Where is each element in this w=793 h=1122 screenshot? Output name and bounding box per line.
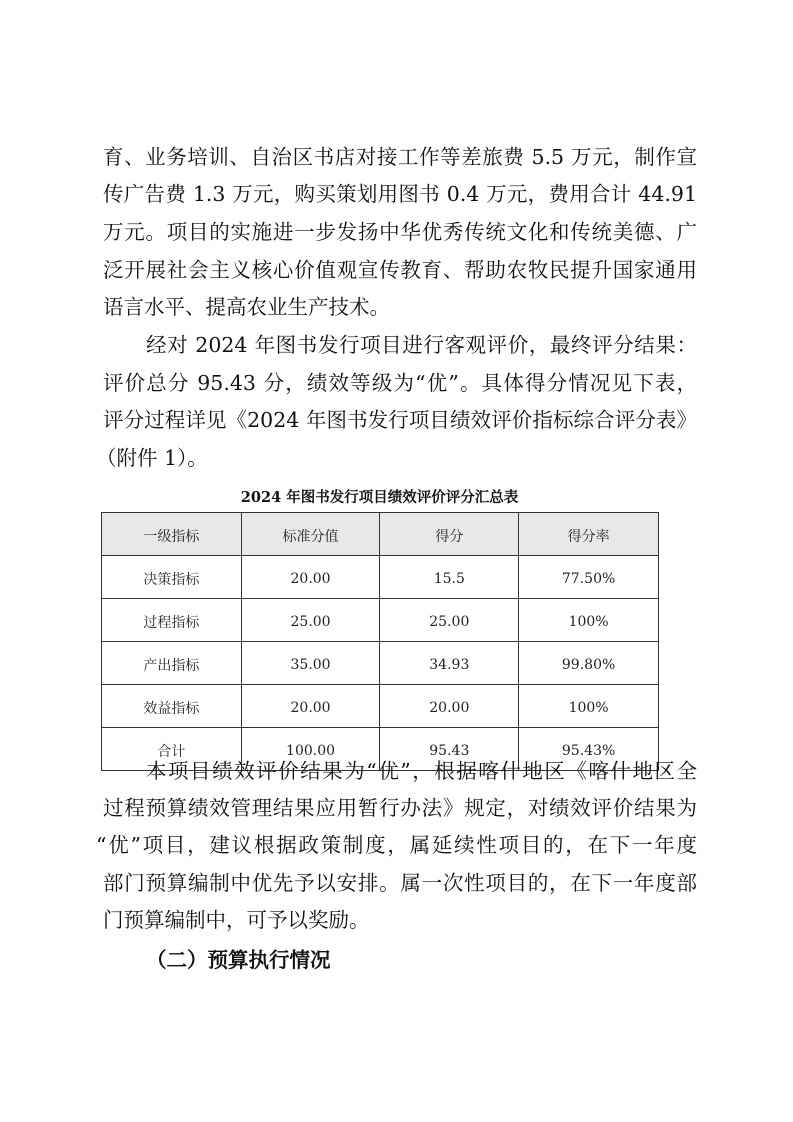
text-line: “优”项目，建议根据政策制度，属延续性项目的，在下一年度 (96, 833, 697, 857)
table-cell: 15.5 (380, 556, 519, 599)
header-cell: 标准分值 (241, 513, 380, 556)
table-row (102, 599, 659, 642)
table-cell: 100% (519, 599, 659, 642)
text-line: 评价总分 95.43 分，绩效等级为“优”。具体得分情况见下表， (103, 371, 697, 395)
table-cell: 25.00 (241, 599, 380, 642)
header-cell: 得分率 (519, 513, 659, 556)
table-cell: 效益指标 (102, 685, 242, 728)
table-cell: 25.00 (380, 599, 519, 642)
header-cell: 得分 (380, 513, 519, 556)
table-cell: 20.00 (380, 685, 519, 728)
table-row (102, 556, 659, 599)
table-cell: 77.50% (519, 556, 659, 599)
text-line: 评分过程详见《2024 年图书发行项目绩效评价指标综合评分表》 (103, 408, 697, 432)
table-cell: 20.00 (241, 685, 380, 728)
section-heading: （二）预算执行情况 (146, 948, 331, 972)
table-cell: 合计 (102, 728, 242, 771)
table-cell: 过程指标 (102, 599, 242, 642)
table-row (102, 642, 659, 685)
table-cell: 99.80% (519, 642, 659, 685)
table-cell: 35.00 (241, 642, 380, 685)
table-cell: 产出指标 (102, 642, 242, 685)
table-row (102, 685, 659, 728)
text-line: 传广告费 1.3 万元，购买策划用图书 0.4 万元，费用合计 44.91 (103, 182, 697, 206)
table-cell: 100% (519, 685, 659, 728)
text-line: 本项目绩效评价结果为“优”，根据喀什地区《喀什地区全 (146, 759, 697, 783)
table-cell: 20.00 (241, 556, 380, 599)
table-caption: 2024 年图书发行项目绩效评价评分汇总表 (240, 489, 519, 506)
header-cell: 一级指标 (102, 513, 242, 556)
table-cell: 34.93 (380, 642, 519, 685)
text-line: 门预算编制中，可予以奖励。 (103, 908, 370, 932)
text-line: （附件 1）。 (96, 446, 208, 470)
table-header-row (102, 513, 659, 556)
table-cell: 95.43 (380, 728, 519, 771)
text-line: 经对 2024 年图书发行项目进行客观评价，最终评分结果： (146, 333, 697, 357)
text-line: 语言水平、提高农业生产技术。 (103, 295, 390, 319)
table-cell: 95.43% (519, 728, 659, 771)
text-line: 过程预算绩效管理结果应用暂行办法》规定，对绩效评价结果为 (103, 796, 697, 820)
text-line: 育、业务培训、自治区书店对接工作等差旅费 5.5 万元，制作宣 (103, 145, 697, 169)
score-summary-table (101, 512, 659, 771)
text-line: 万元。项目的实施进一步发扬中华优秀传统文化和传统美德、广 (103, 220, 697, 244)
table-cell: 100.00 (241, 728, 380, 771)
text-line: 泛开展社会主义核心价值观宣传教育、帮助农牧民提升国家通用 (103, 258, 697, 282)
text-line: 部门预算编制中优先予以安排。属一次性项目的，在下一年度部 (103, 871, 697, 895)
table-cell: 决策指标 (102, 556, 242, 599)
